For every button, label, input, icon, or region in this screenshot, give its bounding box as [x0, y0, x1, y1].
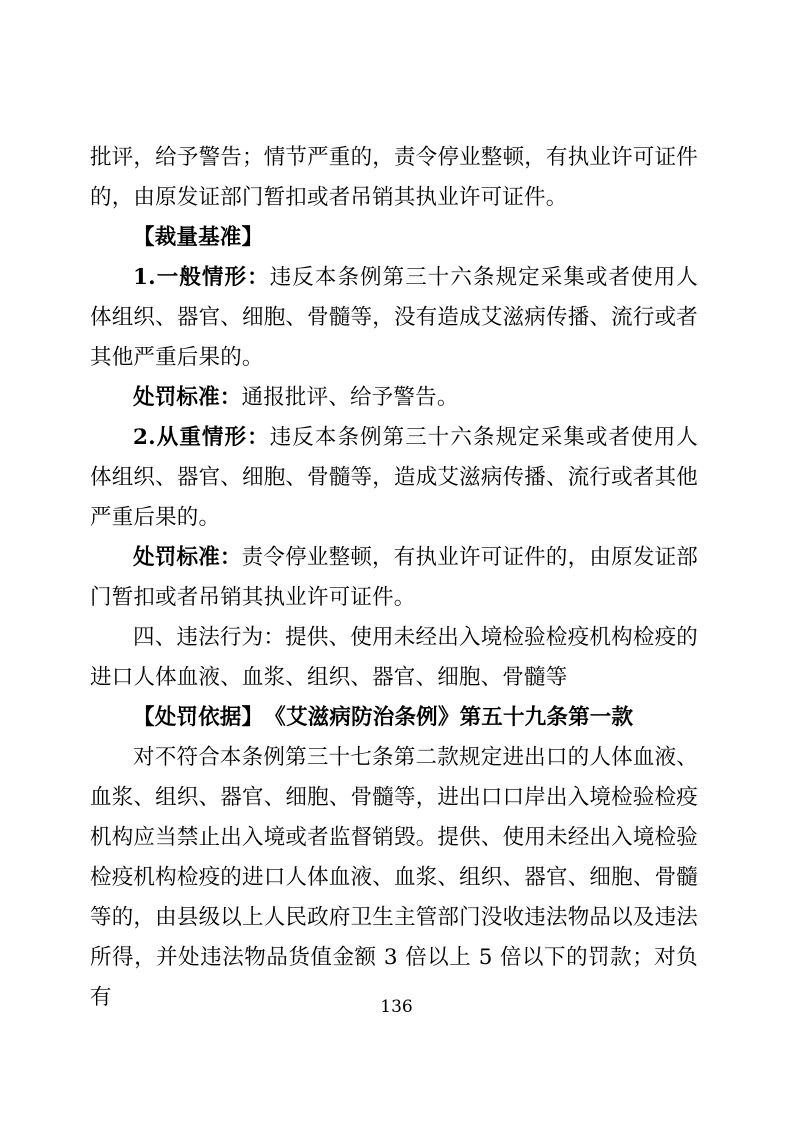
paragraph [90, 258, 698, 378]
text-segment: 违反本条例第三十六条规定采集或者使用人体组织、器官、细胞、骨髓等，造成艾滋病传播、流行或者其他严重后果的。 [90, 425, 698, 530]
text-segment: 违反本条例第三十六条规定采集或者使用人体组织、器官、细胞、骨髓等，没有造成艾滋病传播、流行或者其他严重后果的。 [90, 265, 698, 370]
paragraph [90, 378, 698, 418]
bold-text-segment: 2.从重情形： [133, 425, 270, 450]
paragraph [90, 138, 698, 218]
paragraph [90, 218, 698, 258]
paragraph [90, 738, 698, 1018]
bold-text-segment: 《艾滋病防治条例》第五十九条第一款 [275, 705, 634, 730]
bold-text-segment: 【裁量基准】 [133, 225, 264, 250]
bold-text-segment: 处罚标准： [133, 385, 242, 410]
text-block [90, 138, 698, 1018]
text-segment: 批评，给予警告；情节严重的，责令停业整顿，有执业许可证件的，由原发证部门暂扣或者吊销其执业许可证件。 [90, 145, 698, 210]
bold-text-segment: 【处罚依据】 [133, 705, 264, 730]
paragraph [90, 698, 698, 738]
paragraph [90, 418, 698, 538]
text-segment: 四、违法行为：提供、使用未经出入境检验检疫机构检疫的进口人体血液、血浆、组织、器官、细胞、骨髓等 [90, 625, 698, 690]
text-segment: 责令停业整顿，有执业许可证件的，由原发证部门暂扣或者吊销其执业许可证件。 [90, 545, 698, 610]
text-segment: 对不符合本条例第三十七条第二款规定进出口的人体血液、血浆、组织、器官、细胞、骨髓等，进出口口岸出入境检验检疫机构应当禁止出入境或者监督销毁。提供、使用未经出入境检验检疫机构检疫的进口人体血液、血浆、组织、器官、细胞、骨髓等的，由县级以上人民政府卫生主管部门没收违法物品以及违法所得，并处违法物品货值金额 3 倍以上 5 倍以下的罚款；对负有 [90, 745, 698, 1010]
bold-text-segment: 处罚标准： [133, 545, 242, 570]
paragraph [90, 618, 698, 698]
bold-text-segment: 1.一般情形： [133, 265, 270, 290]
paragraph [90, 538, 698, 618]
text-segment: 通报批评、给予警告。 [241, 385, 459, 410]
page-number: 136 [380, 997, 413, 1017]
